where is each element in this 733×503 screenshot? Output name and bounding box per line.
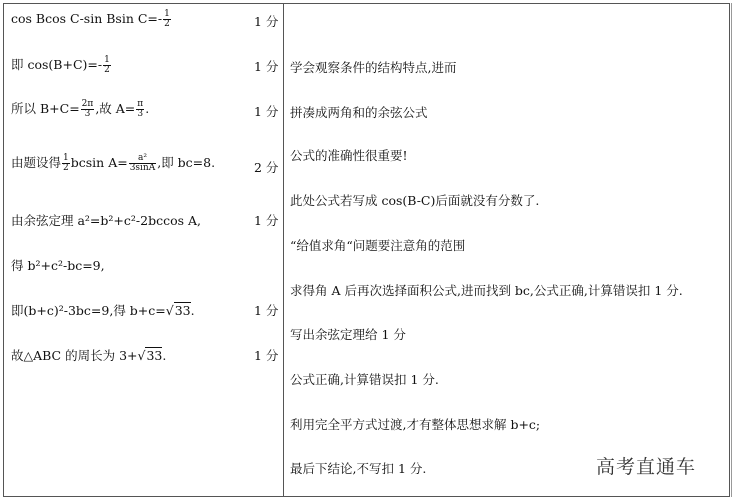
fraction: $\frac{1}{2}$ [63, 153, 69, 173]
step-score: 1 分 [254, 348, 279, 363]
step-text: 故△ABC 的周长为 3+ [11, 348, 138, 363]
step-text: . [162, 348, 167, 363]
step-row [11, 153, 215, 173]
step-text: . [190, 303, 195, 318]
step-text: 即(b+c)²-3bc=9,得 b+c= [11, 303, 166, 318]
step-score: 1 分 [254, 59, 279, 74]
comment-line: 拼凑成两角和的余弦公式 [290, 105, 428, 120]
step-text: . [145, 101, 150, 116]
step-score: 1 分 [254, 303, 279, 318]
step-score: 1 分 [254, 213, 279, 228]
step-text: 由题设得 [11, 155, 62, 170]
step-score: 1 分 [254, 104, 279, 119]
step-text: cos Bcos C-sin Bsin C=- [11, 11, 163, 26]
watermark-text: 高考直通车 [596, 456, 697, 478]
fraction: $\frac{2\pi}{3}$ [81, 99, 94, 119]
comment-line: 求得角 A 后再次选择面积公式,进而找到 bc,公式正确,计算错误扣 1 分. [290, 283, 683, 298]
step-text: ,即 bc=8. [157, 155, 216, 170]
column-divider [283, 3, 284, 497]
fraction: $\frac{\text{a²}}{3\sin A}$ [129, 153, 156, 173]
step-row [11, 211, 201, 229]
step-row [11, 55, 112, 75]
comment-line: 学会观察条件的结构特点,进而 [290, 60, 457, 75]
comment-line: 此处公式若写成 cos(B-C)后面就没有分数了. [290, 193, 540, 208]
comment-line: “给值求角“问题要注意角的范围 [290, 238, 466, 253]
step-score: 2 分 [254, 160, 279, 175]
comment-line: 利用完全平方式过渡,才有整体思想求解 b+c; [290, 417, 541, 432]
sqrt-value: 33 [174, 303, 191, 318]
step-score: 1 分 [254, 14, 279, 29]
step-text: 得 b²+c²-bc=9, [11, 258, 105, 273]
comment-line: 写出余弦定理给 1 分 [290, 327, 406, 342]
fraction: $\frac{1}{2}$ [104, 55, 110, 75]
step-row: 即(b+c)²-3bc=9,得 b+c=√33. [11, 303, 195, 318]
step-text: 由余弦定理 a²=b²+c²-2bccos A, [11, 213, 202, 228]
step-row [11, 99, 149, 119]
step-text: ,故 A= [95, 101, 136, 116]
comment-line: 最后下结论,不写扣 1 分. [290, 461, 427, 476]
step-text: 即 cos(B+C)=- [11, 57, 103, 72]
outer-border [731, 3, 732, 497]
sqrt-value: 33 [146, 348, 163, 363]
fraction: $\frac{1}{2}$ [164, 9, 170, 29]
step-row: 故△ABC 的周长为 3+√33. [11, 348, 167, 363]
fraction: $\frac{\pi}{3}$ [137, 99, 144, 119]
step-row [11, 256, 105, 274]
step-row [11, 10, 172, 29]
step-text: bcsin A= [70, 155, 128, 170]
comment-line: 公式的准确性很重要! [290, 148, 408, 163]
comment-line: 公式正确,计算错误扣 1 分. [290, 372, 439, 387]
step-text: 所以 B+C= [11, 101, 80, 116]
